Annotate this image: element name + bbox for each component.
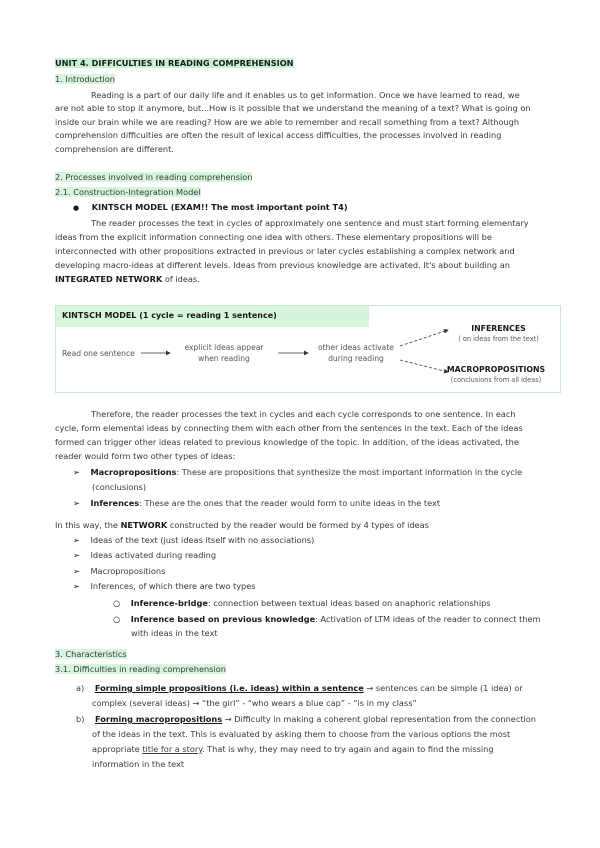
section-2-heading: 2. Processes involved in reading comprehension — [55, 172, 253, 182]
arrowhead-bullet-icon: ➢ — [73, 581, 80, 591]
circle-bullet-icon: ○ — [113, 598, 121, 608]
diagram-node-inferences: INFERENCES ( on ideas from the text) — [458, 324, 539, 343]
therefore-line-3: formed can trigger other ideas related to previous knowledge of the topic. In addition, of the ideas activated, the — [55, 437, 519, 447]
section-3-heading: 3. Characteristics — [55, 649, 127, 659]
diagram-node-explicit-ideas: explicit ideas appear when reading — [184, 343, 264, 363]
item-b-line-2: of the ideas in the text. This is evaluated by asking them to choose from the various options the most — [92, 729, 511, 739]
list-item-macropropositions-cont: (conclusions) — [92, 482, 147, 492]
dashed-arrow-up-icon — [400, 330, 448, 346]
kintsch-diagram — [55, 305, 561, 393]
dashed-arrow-down-icon — [400, 360, 448, 372]
arrowhead-bullet-icon: ➢ — [73, 550, 80, 560]
intro-line-2: are not able to stop it anymore, but...How is it possible that we understand the meaning of a text? What is going on — [55, 103, 531, 113]
network-item-2: ➢ Ideas activated during reading — [73, 550, 217, 560]
intro-line-1: Reading is a part of our daily life and it enables us to get information. Once we have learned to read, we — [91, 90, 520, 100]
kintsch-line-2: ideas from the explicit information connecting one idea with others. These elementary propositions will be — [55, 232, 492, 242]
arrowhead-bullet-icon: ➢ — [73, 467, 80, 477]
diagram-title: KINTSCH MODEL (1 cycle = reading 1 sentence) — [62, 311, 277, 320]
diagram-node-other-ideas: other ideas activate during reading — [318, 343, 394, 363]
arrowhead-bullet-icon: ➢ — [73, 566, 80, 576]
network-item-1: ➢ Ideas of the text (just ideas itself with no associations) — [73, 535, 315, 545]
kintsch-line-4: developing macro-ideas at different levels. Ideas from previous knowledge are activated. It's about building an — [55, 260, 510, 270]
arrowhead-bullet-icon: ➢ — [73, 535, 80, 545]
arrowhead-bullet-icon: ➢ — [73, 498, 80, 508]
list-item-inferences: ➢ Inferences: These are the ones that the reader would form to unite ideas in the text — [73, 498, 441, 508]
item-b-line-3: appropriate title for a story. That is why, they may need to try again and again to find the missing — [92, 744, 494, 754]
therefore-line-4: reader would form two other types of ideas: — [55, 451, 236, 461]
inference-type-previous-knowledge-cont: with ideas in the text — [131, 628, 218, 638]
kintsch-bullet: ● KINTSCH MODEL (EXAM!! The most important point T4) — [73, 202, 348, 212]
intro-line-4: comprehension difficulties are often the result of lexical access difficulties, the processes involved in reading — [55, 130, 502, 140]
therefore-line-1: Therefore, the reader processes the text in cycles and each cycle corresponds to one sentence. In each — [91, 409, 516, 419]
list-item-macropropositions: ➢ Macropropositions: These are propositions that synthesize the most important information in the cycle — [73, 467, 523, 477]
kintsch-line-5: INTEGRATED NETWORK of ideas. — [55, 274, 200, 284]
kintsch-line-1: The reader processes the text in cycles of approximately one sentence and must start forming elementary — [91, 218, 529, 228]
network-sentence: In this way, the NETWORK constructed by the reader would be formed by 4 types of ideas — [55, 520, 429, 530]
diagram-arrows — [56, 306, 560, 392]
diagram-node-read-sentence: Read one sentence — [62, 349, 135, 358]
item-b: b) Forming macropropositions → Difficulty in making a coherent global representation from the connection — [76, 714, 536, 724]
kintsch-line-3: interconnected with other propositions extracted in previous or later cycles establishing a complex network and — [55, 246, 515, 256]
network-item-4: ➢ Inferences, of which there are two types — [73, 581, 256, 591]
inference-type-previous-knowledge: ○ Inference based on previous knowledge: Activation of LTM ideas of the reader to connect them — [113, 614, 541, 624]
bullet-dot-icon: ● — [73, 204, 80, 212]
therefore-line-2: cycle, form elemental ideas by connecting them with each other from the sentences in the text. Each of the ideas — [55, 423, 523, 433]
intro-line-3: inside our brain while we are reading? How are we able to remember and recall something from a text? Although — [55, 117, 520, 127]
diagram-node-macropropositions: MACROPROPOSITIONS (conclusions from all ideas) — [446, 365, 546, 384]
section-3-1-heading: 3.1. Difficulties in reading comprehension — [55, 664, 226, 674]
item-a-line-2: complex (several ideas) → “the girl” - “who wears a blue cap” - “is in my class” — [92, 698, 417, 708]
item-a: a) Forming simple propositions (i.e. ideas) within a sentence → sentences can be simple (1 idea) or — [76, 683, 523, 693]
item-b-line-4: information in the text — [92, 759, 185, 769]
inference-type-bridge: ○ Inference-bridge: connection between textual ideas based on anaphoric relationships — [113, 598, 491, 608]
network-item-3: ➢ Macropropositions — [73, 566, 166, 576]
circle-bullet-icon: ○ — [113, 614, 121, 624]
intro-line-5: comprehension are different. — [55, 144, 174, 154]
section-1-heading: 1. Introduction — [55, 74, 115, 84]
section-2-1-heading: 2.1. Construction-Integration Model — [55, 187, 201, 197]
unit-title: UNIT 4. DIFFICULTIES IN READING COMPREHENSION — [55, 58, 294, 68]
